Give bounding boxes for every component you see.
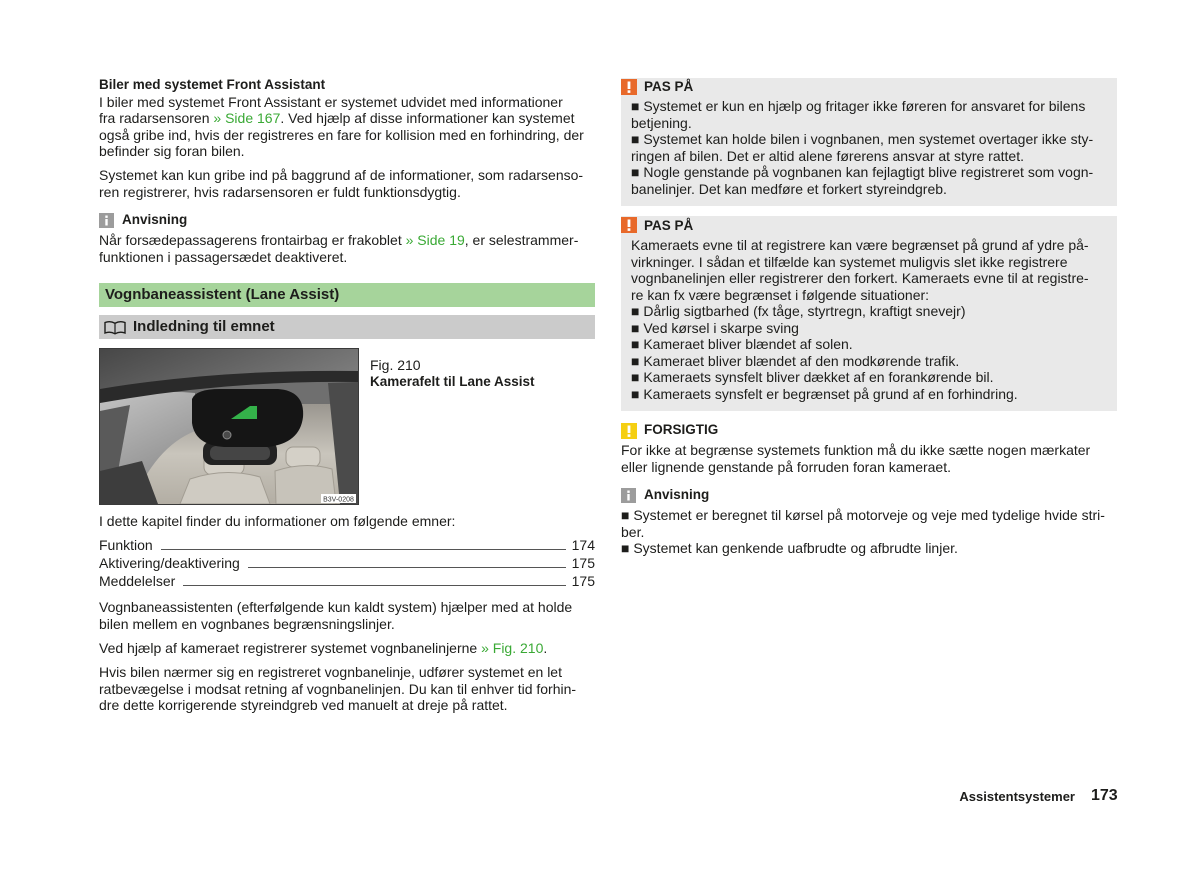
caution-icon-dot xyxy=(628,434,631,437)
paragraph-line: Hvis bilen nærmer sig en registreret vognbanelinje, udfører systemet en let xyxy=(99,664,562,680)
warning-line: ■ Kameraets synsfelt bliver dækket af en forankørende bil. xyxy=(631,369,994,385)
body-paragraph-1 xyxy=(99,599,572,632)
paragraph-line xyxy=(99,110,584,127)
figure-reference-link[interactable]: » Fig. 210 xyxy=(481,640,544,656)
paragraph-line: Vognbaneassistenten (efterfølgende kun kaldt system) hjælper med at holde xyxy=(99,599,573,615)
camera-lens xyxy=(223,431,231,439)
warning-box xyxy=(621,216,1117,411)
intro-title: Indledning til emnet xyxy=(133,318,275,335)
info-icon-stem xyxy=(105,219,107,226)
figure-caption xyxy=(370,357,535,390)
intro-bar xyxy=(99,315,595,339)
info-icon-stem xyxy=(627,494,629,501)
toc-item-page: 175 xyxy=(571,555,595,571)
info-icon-dot xyxy=(627,491,629,493)
caution-icon xyxy=(621,423,637,439)
text-segment: , er selestrammer- xyxy=(464,232,579,248)
toc-item[interactable] xyxy=(99,572,595,590)
paragraph-line: funktionen i passagersædet deaktiveret. xyxy=(99,248,348,265)
figure-title: Kamerafelt til Lane Assist xyxy=(370,373,535,389)
toc-item[interactable] xyxy=(99,536,595,554)
warning-line: ■ Ved kørsel i skarpe sving xyxy=(631,319,799,336)
page-reference-link[interactable]: » Side 167 xyxy=(213,110,281,126)
warning-line: ■ Kameraet bliver blændet af solen. xyxy=(631,336,853,352)
toc-item-page: 175 xyxy=(571,573,595,589)
toc-leader xyxy=(161,549,566,550)
toc-intro: I dette kapitel finder du informationer om følgende emner: xyxy=(99,513,456,529)
warning-icon-dot xyxy=(628,228,631,231)
paragraph-line: I biler med systemet Front Assistant er systemet udvidet med informationer xyxy=(99,93,563,110)
warning-text xyxy=(631,237,1089,402)
toc-item[interactable] xyxy=(99,554,595,572)
headrest-right xyxy=(286,447,320,467)
warning-line: ringen af bilen. Det er altid alene førerens ansvar at styre rattet. xyxy=(631,147,1024,164)
image-code-label: B3V-0208 xyxy=(323,496,354,504)
warning-text xyxy=(631,98,1093,197)
front-assistant-paragraph-2 xyxy=(99,167,583,200)
section-title-bar xyxy=(99,283,595,307)
front-assistant-heading: Biler med systemet Front Assistant xyxy=(99,77,326,92)
toc-list xyxy=(99,536,595,590)
warning-line: ■ Kameraet bliver blændet af den modkørende trafik. xyxy=(631,352,960,369)
front-assistant-block xyxy=(99,77,584,160)
toc-leader xyxy=(248,567,566,568)
warning-line: virkninger. I sådan et tilfælde kan systemet muligvis slet ikke registrere xyxy=(631,253,1068,270)
paragraph-line: bilen mellem en vognbanes begrænsningslinjer. xyxy=(99,615,395,632)
text-segment: . xyxy=(543,640,548,656)
warning-line: re kan fx være begrænset i følgende situationer: xyxy=(631,286,930,303)
toc-item-page: 174 xyxy=(571,537,595,553)
paragraph-line: dre dette korrigerende styreindgreb ved manuelt at dreje på rattet. xyxy=(99,697,508,713)
toc-item-label: Funktion xyxy=(99,537,153,553)
warning-line: ■ Dårlig sigtbarhed (fx tåge, styrtregn, kraftigt snevejr) xyxy=(631,303,966,319)
rearview-mirror-glass xyxy=(210,446,270,460)
info-icon-dot xyxy=(105,216,107,218)
note-airbag-text xyxy=(99,232,578,265)
warning-line: ■ Nogle genstande på vognbanen kan fejlagtigt blive registreret som vogn- xyxy=(631,164,1094,180)
warning-icon xyxy=(621,217,637,233)
page-number: 173 xyxy=(1091,787,1118,804)
toc-item-label: Aktivering/deaktivering xyxy=(99,555,240,571)
info-icon xyxy=(621,488,636,503)
note-line: ber. xyxy=(621,523,645,540)
paragraph-line xyxy=(99,232,578,249)
warning-icon-bar xyxy=(628,220,631,228)
paragraph-line: befinder sig foran bilen. xyxy=(99,143,245,159)
warning-box xyxy=(621,78,1117,206)
caution-text xyxy=(621,442,1090,475)
warning-icon-dot xyxy=(628,90,631,93)
caution-title: FORSIGTIG xyxy=(644,422,719,437)
caution-line: eller lignende genstande på forruden foran kameraet. xyxy=(621,458,951,475)
toc-leader xyxy=(183,585,565,586)
note-line: ■ Systemet er beregnet til kørsel på motorveje og veje med tydelige hvide stri- xyxy=(621,507,1105,523)
figure-image xyxy=(99,348,359,505)
paragraph-line: også gribe ind, hvis der registreres en fare for kollision med en forhindring, der xyxy=(99,126,584,143)
toc-item-label: Meddelelser xyxy=(99,573,176,589)
warning-line: Kameraets evne til at registrere kan være begrænset på grund af ydre på- xyxy=(631,237,1089,253)
note-lines-text xyxy=(621,507,1105,557)
note-line: ■ Systemet kan genkende uafbrudte og afbrudte linjer. xyxy=(621,540,958,556)
figure-number: Fig. 210 xyxy=(370,357,421,373)
text-segment: . Ved hjælp af disse informationer kan systemet xyxy=(280,110,575,126)
warning-icon xyxy=(621,79,637,95)
warning-line: betjening. xyxy=(631,114,692,131)
body-paragraph-3 xyxy=(99,664,576,714)
page-reference-link[interactable]: » Side 19 xyxy=(405,232,465,248)
paragraph-line: ren registrerer, hvis radarsensoren er fuldt funktionsdygtig. xyxy=(99,183,461,200)
text-segment: Når forsædepassagerens frontairbag er frakoblet xyxy=(99,232,406,248)
warning-title: PAS PÅ xyxy=(644,217,694,233)
paragraph-line: ratbevægelse i modsat retning af vognbanelinjen. Du kan til enhver tid forhin- xyxy=(99,680,577,697)
body-paragraph-2 xyxy=(99,640,547,657)
footer-section-name: Assistentsystemer xyxy=(959,789,1075,804)
book-icon xyxy=(104,320,126,335)
note-title: Anvisning xyxy=(644,487,710,502)
warning-line: ■ Systemet kan holde bilen i vognbanen, men systemet overtager ikke sty- xyxy=(631,131,1094,147)
caution-line: For ikke at begrænse systemets funktion må du ikke sætte nogen mærkater xyxy=(621,442,1091,458)
warning-line: ■ Kameraets synsfelt er begrænset på grund af en forhindring. xyxy=(631,385,1018,402)
warning-line: banelinjer. Det kan medføre et forkert styreindgreb. xyxy=(631,180,947,197)
warning-icon-bar xyxy=(628,82,631,90)
camera-photo xyxy=(100,349,358,504)
paragraph-line: Systemet kan kun gribe ind på baggrund af de informationer, som radarsenso- xyxy=(99,167,584,183)
text-segment: Ved hjælp af kameraet registrerer systemet vognbanelinjerne xyxy=(99,640,482,656)
warning-title: PAS PÅ xyxy=(644,79,694,94)
text-segment: fra radarsensoren xyxy=(99,110,214,126)
caution-icon-bar xyxy=(628,426,631,434)
note-title: Anvisning xyxy=(122,212,188,227)
info-icon xyxy=(99,213,114,228)
section-title: Vognbaneassistent (Lane Assist) xyxy=(105,286,340,303)
warning-line: ■ Systemet er kun en hjælp og fritager ikke føreren for ansvaret for bilens xyxy=(631,98,1086,114)
paragraph-line xyxy=(99,640,547,657)
warning-line: vognbanelinjen eller registrerer den forkert. Kameraets evne til at registre- xyxy=(631,270,1089,286)
